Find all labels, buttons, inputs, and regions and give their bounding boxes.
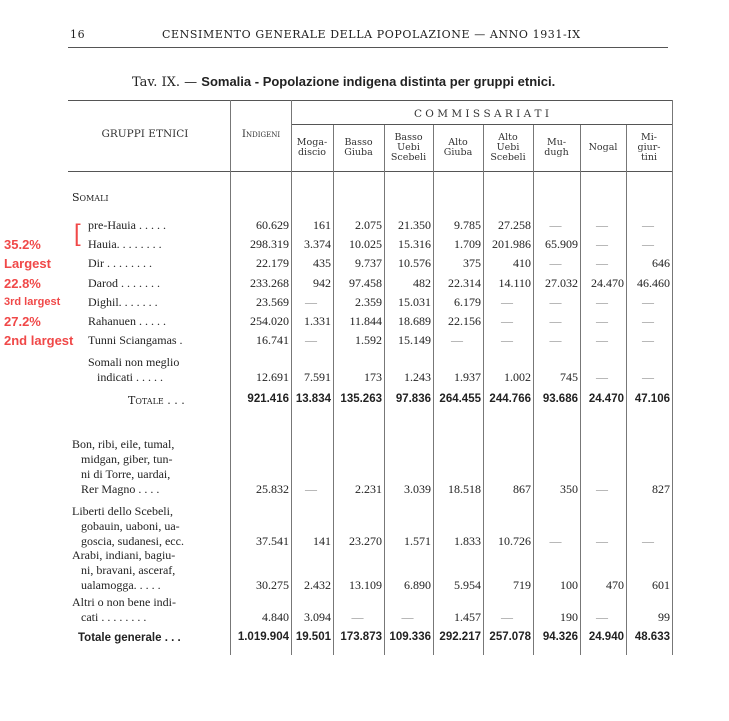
row-value: 257.078 xyxy=(489,631,531,643)
row-value: 298.319 xyxy=(250,237,289,251)
row-value: — xyxy=(642,295,654,309)
row-label: Liberti dello Scebeli, gobauin, uaboni, ua- goscia, sudanesi, ecc. xyxy=(72,504,184,548)
row-value: — xyxy=(501,610,513,624)
row-value: 2.359 xyxy=(355,295,382,309)
row-value: 233.268 xyxy=(250,276,289,290)
row-value: 135.263 xyxy=(340,393,382,405)
row-value: 435 xyxy=(313,256,331,270)
rahanuen-share-annotation: 27.2% xyxy=(4,314,41,329)
row-value: 1.019.904 xyxy=(237,631,289,643)
column-header-commissariato: Alto Giuba xyxy=(443,137,473,158)
row-value: — xyxy=(596,610,608,624)
row-value: 48.633 xyxy=(634,631,670,643)
row-value: 27.032 xyxy=(545,276,578,290)
row-value: 921.416 xyxy=(247,393,289,405)
row-value: 827 xyxy=(652,482,670,496)
row-value: — xyxy=(596,218,608,232)
row-label: Tunni Sciangamas . xyxy=(88,333,183,347)
row-value: — xyxy=(549,256,562,270)
row-value: 18.518 xyxy=(448,482,481,496)
row-value: 745 xyxy=(560,370,578,384)
row-value: 23.270 xyxy=(349,534,382,548)
column-header-indigeni: Indigeni xyxy=(241,128,281,140)
row-value: 1.457 xyxy=(454,610,481,624)
row-value: 141 xyxy=(313,534,331,548)
row-value: 100 xyxy=(560,578,578,592)
table-top-rule xyxy=(68,100,672,101)
row-value: — xyxy=(451,333,463,347)
row-value: — xyxy=(351,610,364,624)
column-header-commissariato: Basso Uebi Scebeli xyxy=(390,132,427,163)
row-value: 1.592 xyxy=(355,333,382,347)
row-value: 24.940 xyxy=(588,631,624,643)
row-value: 109.336 xyxy=(389,631,431,643)
row-value: 13.834 xyxy=(295,393,331,405)
row-value: 99 xyxy=(658,610,670,624)
row-value: 93.686 xyxy=(542,393,578,405)
row-value: 1.002 xyxy=(504,370,531,384)
row-value: 601 xyxy=(652,578,670,592)
row-value: 3.039 xyxy=(404,482,431,496)
row-value: — xyxy=(305,333,317,347)
row-value: — xyxy=(549,333,562,347)
row-value: 18.689 xyxy=(398,314,431,328)
column-header-commissariati: C O M M I S S A R I A T I xyxy=(413,108,550,120)
row-value: 161 xyxy=(313,218,331,232)
row-value: — xyxy=(305,482,317,496)
row-value: — xyxy=(549,534,562,548)
column-divider xyxy=(626,125,627,655)
row-value: — xyxy=(642,370,654,384)
row-label: Dighil. . . . . . . xyxy=(88,295,158,309)
row-value: 4.840 xyxy=(262,610,289,624)
row-value: 94.326 xyxy=(542,631,578,643)
row-value: 6.179 xyxy=(454,295,481,309)
column-divider xyxy=(483,125,484,655)
row-value: 5.954 xyxy=(454,578,481,592)
column-header-commissariato: Mu- dugh xyxy=(544,137,569,158)
row-value: 24.470 xyxy=(591,276,624,290)
row-value: — xyxy=(642,218,654,232)
column-header-commissariato: Basso Giuba xyxy=(344,137,373,158)
column-header-commissariato: Moga- discio xyxy=(296,137,328,158)
page-number: 16 xyxy=(70,28,86,41)
row-label: Hauia. . . . . . . . xyxy=(88,237,162,251)
hauia-rank-annotation: Largest xyxy=(4,256,51,271)
row-value: 10.576 xyxy=(398,256,431,270)
row-value: 15.316 xyxy=(398,237,431,251)
row-value: — xyxy=(596,295,608,309)
row-value: — xyxy=(642,333,654,347)
row-value: 350 xyxy=(560,482,578,496)
table-number: Tav. IX. — xyxy=(132,75,198,90)
row-value: — xyxy=(596,314,608,328)
row-value: 254.020 xyxy=(250,314,289,328)
commissariati-rule xyxy=(291,124,672,125)
column-divider xyxy=(533,125,534,655)
row-value: 201.986 xyxy=(492,237,531,251)
column-header-gruppi: GRUPPI ETNICI xyxy=(101,128,189,140)
row-value: 25.832 xyxy=(256,482,289,496)
row-value: — xyxy=(596,256,608,270)
row-value: 22.314 xyxy=(448,276,481,290)
row-label: Dir . . . . . . . . xyxy=(88,256,152,270)
row-value: — xyxy=(642,534,654,548)
row-label: Arabi, indiani, bagiu- ni, bravani, asceraf, ualamogga. . . . . xyxy=(72,548,176,592)
column-header-commissariato: Nogal xyxy=(588,142,618,153)
row-value: 375 xyxy=(463,256,481,270)
row-value: 60.629 xyxy=(256,218,289,232)
row-value: 24.470 xyxy=(588,393,624,405)
row-value: 190 xyxy=(560,610,578,624)
column-header-commissariato: Alto Uebi Scebeli xyxy=(490,132,526,163)
row-value: 13.109 xyxy=(349,578,382,592)
row-value: 1.833 xyxy=(454,534,481,548)
row-value: 97.458 xyxy=(349,276,382,290)
row-value: 97.836 xyxy=(395,393,431,405)
row-value: 1.243 xyxy=(404,370,431,384)
row-value: 10.025 xyxy=(349,237,382,251)
row-value: 264.455 xyxy=(439,393,481,405)
row-value: — xyxy=(549,218,562,232)
row-value: 867 xyxy=(513,482,531,496)
row-value: — xyxy=(596,482,608,496)
column-divider xyxy=(433,125,434,655)
row-value: 15.031 xyxy=(398,295,431,309)
row-value: — xyxy=(305,295,317,309)
row-value: 10.726 xyxy=(498,534,531,548)
row-value: 47.106 xyxy=(634,393,670,405)
table-caption: Somalia - Popolazione indigena distinta per gruppi etnici. xyxy=(201,74,556,89)
header-rule xyxy=(68,47,668,48)
hauia-share-annotation: 35.2% xyxy=(4,237,41,252)
row-value: 482 xyxy=(413,276,431,290)
row-value: 22.156 xyxy=(448,314,481,328)
row-value: — xyxy=(501,333,513,347)
column-divider xyxy=(672,100,673,655)
row-value: 2.432 xyxy=(304,578,331,592)
row-value: 9.785 xyxy=(454,218,481,232)
row-value: 46.460 xyxy=(637,276,670,290)
row-value: — xyxy=(501,314,513,328)
row-label: Bon, ribi, eile, tumal, midgan, giber, tun- ni di Torre, uardai, Rer Magno . . . . xyxy=(72,437,175,496)
row-value: — xyxy=(501,295,513,309)
row-value: 22.179 xyxy=(256,256,289,270)
column-divider xyxy=(384,125,385,655)
row-value: 173 xyxy=(364,370,382,384)
row-value: — xyxy=(596,237,608,251)
row-value: — xyxy=(642,237,654,251)
row-value: — xyxy=(401,610,414,624)
row-label: Somali non meglio indicati . . . . . xyxy=(88,355,180,384)
row-label: Rahanuen . . . . . xyxy=(88,314,166,328)
row-value: 12.691 xyxy=(256,370,289,384)
row-value: 292.217 xyxy=(439,631,481,643)
row-value: — xyxy=(642,314,654,328)
row-value: 2.075 xyxy=(355,218,382,232)
header-bottom-rule xyxy=(68,171,672,172)
row-value: 942 xyxy=(313,276,331,290)
row-value: 30.275 xyxy=(256,578,289,592)
column-divider xyxy=(580,125,581,655)
row-value: 1.709 xyxy=(454,237,481,251)
row-value: 244.766 xyxy=(489,393,531,405)
rahanuen-rank-annotation: 2nd largest xyxy=(4,333,74,348)
row-value: 1.571 xyxy=(404,534,431,548)
table-title xyxy=(132,74,555,90)
row-value: 16.741 xyxy=(256,333,289,347)
row-value: 19.501 xyxy=(295,631,331,643)
row-value: 646 xyxy=(652,256,670,270)
column-header-commissariato: Mi- giur- tini xyxy=(637,132,661,163)
section-somali: Somali xyxy=(72,191,109,204)
row-value: 1.937 xyxy=(454,370,481,384)
row-value: 3.094 xyxy=(304,610,331,624)
row-label: pre-Hauia . . . . . xyxy=(88,218,166,232)
row-value: 410 xyxy=(513,256,531,270)
row-value: — xyxy=(596,534,608,548)
row-value: 23.569 xyxy=(256,295,289,309)
column-divider xyxy=(333,125,334,655)
row-value: 9.737 xyxy=(355,256,382,270)
darod-share-annotation: 22.8% xyxy=(4,276,41,291)
row-value: 1.331 xyxy=(304,314,331,328)
row-value: 470 xyxy=(606,578,624,592)
row-value: 14.110 xyxy=(498,276,531,290)
row-value: 173.873 xyxy=(340,631,382,643)
row-value: — xyxy=(596,333,608,347)
row-label: Altri o non bene indi- cati . . . . . . . . xyxy=(72,595,176,624)
row-value: — xyxy=(549,295,562,309)
row-value: — xyxy=(549,314,562,328)
row-value: — xyxy=(596,370,608,384)
row-value: 2.231 xyxy=(355,482,382,496)
row-label: Totale . . . xyxy=(128,394,185,407)
darod-rank-annotation: 3rd largest xyxy=(4,296,61,308)
row-value: 719 xyxy=(513,578,531,592)
row-value: 3.374 xyxy=(304,237,331,251)
row-value: 7.591 xyxy=(304,370,331,384)
running-title: CENSIMENTO GENERALE DELLA POPOLAZIONE — ANNO 1931-IX xyxy=(162,28,581,41)
row-value: 21.350 xyxy=(398,218,431,232)
row-value: 37.541 xyxy=(256,534,289,548)
row-value: 6.890 xyxy=(404,578,431,592)
bracket-annotation: [ xyxy=(74,220,81,247)
row-value: 11.844 xyxy=(349,314,382,328)
row-value: 65.909 xyxy=(545,237,578,251)
row-label: Totale generale . . . xyxy=(78,632,181,644)
row-label: Darod . . . . . . . xyxy=(88,276,160,290)
row-value: 27.258 xyxy=(498,218,531,232)
row-value: 15.149 xyxy=(398,333,431,347)
